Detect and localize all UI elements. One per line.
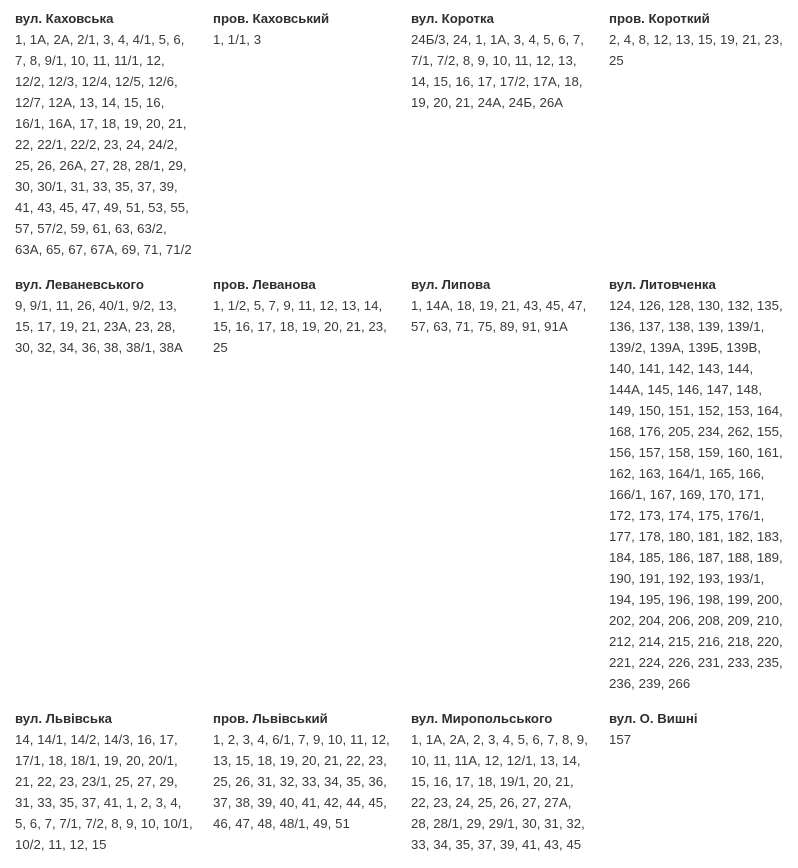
street-entry-myropolskoho xyxy=(411,708,591,855)
house-numbers: 1, 2, 3, 4, 6/1, 7, 9, 10, 11, 12, 13, 15, 18, 19, 20, 21, 22, 23, 25, 26, 31, 32, 33, 34, 35, 36, 37, 38, 39, 40, 41, 42, 44, 45, 46, 47, 48, 48/1, 49, 51 xyxy=(213,732,390,831)
house-numbers: 1, 1А, 2А, 2/1, 3, 4, 4/1, 5, 6, 7, 8, 9/1, 10, 11, 11/1, 12, 12/2, 12/3, 12/4, 12/5, 12/6, 12/7, 12А, 13, 14, 15, 16, 16/1, 16А, 17, 18, 19, 20, 21, 22, 22/1, 22/2, 23, 24, 24/2, 25, 26, 26А, 27, 28, 28/1, 29, 30, 30/1, 31, 33, 35, 37, 39, 41, 43, 45, 47, 49, 51, 53, 55, 57, 57/2, 59, 61, 63, 63/2, 63А, 65, 67, 67А, 69, 71, 71/2 xyxy=(15,32,192,257)
street-entry-kakhovska xyxy=(15,8,195,260)
house-numbers: 1, 1/2, 5, 7, 9, 11, 12, 13, 14, 15, 16, 17, 18, 19, 20, 21, 23, 25 xyxy=(213,298,387,355)
house-numbers: 14, 14/1, 14/2, 14/3, 16, 17, 17/1, 18, 18/1, 19, 20, 20/1, 21, 22, 23, 23/1, 25, 27, 29, 31, 33, 35, 37, 41, 1, 2, 3, 4, 5, 6, 7, 7/1, 7/2, 8, 9, 10, 10/1, 10/2, 11, 12, 15 xyxy=(15,732,193,852)
street-name: вул. Леваневського xyxy=(15,277,144,292)
street-entry-lytovchenka xyxy=(609,274,789,694)
house-numbers: 9, 9/1, 11, 26, 40/1, 9/2, 13, 15, 17, 19, 21, 23А, 23, 28, 30, 32, 34, 36, 38, 38/1, 38А xyxy=(15,298,183,355)
street-name: вул. О. Вишні xyxy=(609,711,698,726)
house-numbers: 1, 1А, 2А, 2, 3, 4, 5, 6, 7, 8, 9, 10, 11, 11А, 12, 12/1, 13, 14, 15, 16, 17, 18, 19/1, 20, 21, 22, 23, 24, 25, 26, 27, 27А, 28, 28/1, 29, 29/1, 30, 31, 32, 33, 34, 35, 37, 39, 41, 43, 45 xyxy=(411,732,588,852)
house-numbers: 24Б/3, 24, 1, 1А, 3, 4, 5, 6, 7, 7/1, 7/2, 8, 9, 10, 11, 12, 13, 14, 15, 16, 17, 17/2, 17А, 18, 19, 20, 21, 24А, 24Б, 26А xyxy=(411,32,585,110)
street-name: вул. Миропольського xyxy=(411,711,553,726)
house-numbers: 1, 1/1, 3 xyxy=(213,32,262,47)
street-name: вул. Коротка xyxy=(411,11,494,26)
street-name: пров. Леванова xyxy=(213,277,316,292)
street-name: пров. Львівський xyxy=(213,711,328,726)
street-name: вул. Липова xyxy=(411,277,491,292)
street-entry-lvivskyi-lane xyxy=(213,708,393,834)
street-entry-korotkyi-lane xyxy=(609,8,789,71)
street-entry-o-vyshni xyxy=(609,708,789,750)
house-numbers: 2, 4, 8, 12, 13, 15, 19, 21, 23, 25 xyxy=(609,32,783,68)
street-entry-korotka xyxy=(411,8,591,113)
house-numbers: 157 xyxy=(609,732,632,747)
house-numbers: 124, 126, 128, 130, 132, 135, 136, 137, 138, 139, 139/1, 139/2, 139А, 139Б, 139В, 140, 141, 142, 143, 144, 144А, 145, 146, 147, 148, 149, 150, 151, 152, 153, 164, 168, 176, 205, 234, 262, 155, 156, 157, 158, 159, 160, 161, 162, 163, 164/1, 165, 166, 166/1, 167, 169, 170, 171, 172, 173, 174, 175, 176/1, 177, 178, 180, 181, 182, 183, 184, 185, 186, 187, 188, 189, 190, 191, 192, 193, 193/1, 194, 195, 196, 198, 199, 200, 202, 204, 206, 208, 209, 210, 212, 214, 215, 216, 218, 220, 221, 224, 226, 231, 233, 235, 236, 239, 266 xyxy=(609,298,783,691)
street-name: вул. Каховська xyxy=(15,11,114,26)
street-entry-levanova-lane xyxy=(213,274,393,358)
house-numbers: 1, 14А, 18, 19, 21, 43, 45, 47, 57, 63, 71, 75, 89, 91, 91А xyxy=(411,298,587,334)
street-name: вул. Литовченка xyxy=(609,277,716,292)
street-entry-lvivska xyxy=(15,708,195,855)
street-name: пров. Каховський xyxy=(213,11,330,26)
street-name: пров. Короткий xyxy=(609,11,710,26)
street-name: вул. Львівська xyxy=(15,711,112,726)
street-entry-lypova xyxy=(411,274,591,337)
street-entry-kakhovskyi-lane xyxy=(213,8,393,50)
street-entry-levanevskoho xyxy=(15,274,195,358)
